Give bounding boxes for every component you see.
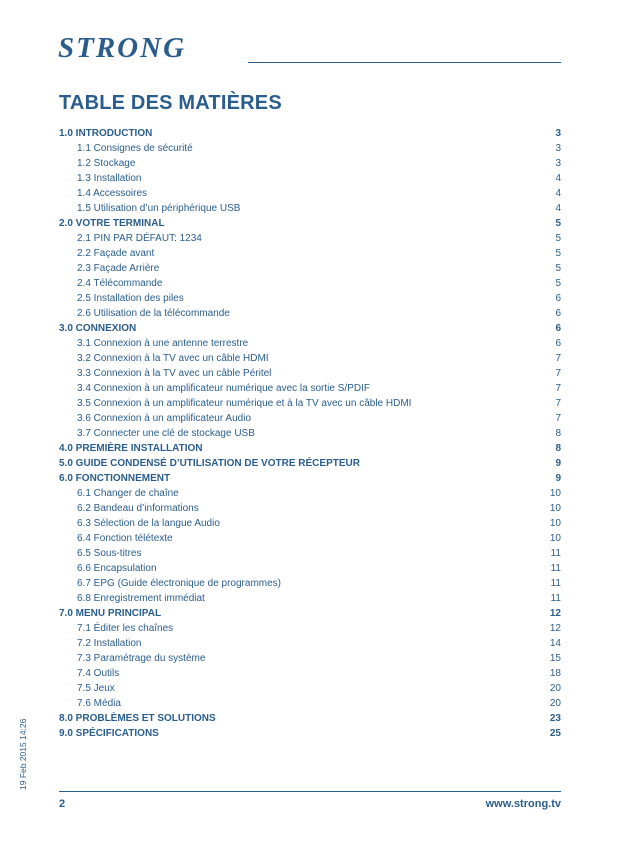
toc-entry-label: 3.3 Connexion à la TV avec un câble Péritel <box>77 368 272 379</box>
print-date: 19 Feb 2015 14:26 <box>18 718 28 790</box>
brand-logo <box>58 32 186 65</box>
toc-section-entry[interactable] <box>59 711 561 726</box>
toc-section-entry[interactable] <box>59 216 561 231</box>
toc-entry-page: 7 <box>555 353 561 364</box>
toc-entry-label: 1.0 INTRODUCTION <box>59 128 153 139</box>
toc-entry-label: 1.5 Utilisation d’un périphérique USB <box>77 203 241 214</box>
toc-subsection-entry[interactable] <box>59 291 561 306</box>
toc-section-entry[interactable] <box>59 606 561 621</box>
toc-entry-label: 8.0 PROBLÈMES ET SOLUTIONS <box>59 713 216 724</box>
toc-section-entry[interactable] <box>59 441 561 456</box>
toc-section-entry[interactable] <box>59 726 561 741</box>
toc-section-entry[interactable] <box>59 126 561 141</box>
toc-entry-label: 2.2 Façade avant <box>77 248 155 259</box>
toc-entry-page: 4 <box>555 173 561 184</box>
toc-entry-page: 18 <box>549 668 561 679</box>
toc-subsection-entry[interactable] <box>59 141 561 156</box>
toc-entry-page: 20 <box>549 683 561 694</box>
toc-subsection-entry[interactable] <box>59 651 561 666</box>
toc-subsection-entry[interactable] <box>59 681 561 696</box>
toc-entry-page: 9 <box>555 458 561 469</box>
toc-entry-label: 3.6 Connexion à un amplificateur Audio <box>77 413 252 424</box>
toc-subsection-entry[interactable] <box>59 366 561 381</box>
header-divider <box>248 62 561 63</box>
toc-entry-page: 5 <box>555 263 561 274</box>
toc-entry-page: 5 <box>555 218 561 229</box>
toc-entry-page: 25 <box>549 728 561 739</box>
toc-entry-page: 8 <box>555 443 561 454</box>
toc-subsection-entry[interactable] <box>59 336 561 351</box>
toc-entry-label: 6.6 Encapsulation <box>77 563 157 574</box>
toc-entry-label: 2.6 Utilisation de la télécommande <box>77 308 230 319</box>
toc-entry-label: 7.5 Jeux <box>77 683 115 694</box>
toc-entry-label: 9.0 SPÉCIFICATIONS <box>59 728 159 739</box>
toc-entry-page: 23 <box>549 713 561 724</box>
toc-entry-page: 9 <box>555 473 561 484</box>
toc-subsection-entry[interactable] <box>59 201 561 216</box>
toc-subsection-entry[interactable] <box>59 516 561 531</box>
toc-subsection-entry[interactable] <box>59 231 561 246</box>
toc-subsection-entry[interactable] <box>59 666 561 681</box>
toc-section-entry[interactable] <box>59 321 561 336</box>
toc-subsection-entry[interactable] <box>59 636 561 651</box>
toc-subsection-entry[interactable] <box>59 546 561 561</box>
toc-entry-label: 2.1 PIN PAR DÉFAUT: 1234 <box>77 233 202 244</box>
toc-entry-page: 7 <box>555 413 561 424</box>
toc-entry-page: 12 <box>549 623 561 634</box>
toc-entry-label: 3.7 Connecter une clé de stockage USB <box>77 428 255 439</box>
toc-entry-page: 12 <box>549 608 561 619</box>
toc-entry-page: 3 <box>555 143 561 154</box>
toc-entry-label: 1.4 Accessoires <box>77 188 148 199</box>
toc-entry-page: 11 <box>550 563 561 574</box>
toc-entry-page: 10 <box>549 533 561 544</box>
toc-subsection-entry[interactable] <box>59 306 561 321</box>
toc-entry-label: 6.1 Changer de chaîne <box>77 488 179 499</box>
toc-subsection-entry[interactable] <box>59 261 561 276</box>
toc-entry-label: 3.1 Connexion à une antenne terrestre <box>77 338 249 349</box>
toc-entry-page: 6 <box>555 323 561 334</box>
toc-entry-label: 6.3 Sélection de la langue Audio <box>77 518 220 529</box>
toc-entry-label: 4.0 PREMIÈRE INSTALLATION <box>59 443 203 454</box>
page-number: 2 <box>59 798 66 810</box>
toc-subsection-entry[interactable] <box>59 426 561 441</box>
toc-entry-label: 7.3 Paramétrage du système <box>77 653 206 664</box>
toc-entry-page: 4 <box>555 203 561 214</box>
toc-section-entry[interactable] <box>59 471 561 486</box>
footer-divider <box>59 791 561 792</box>
toc-entry-label: 6.0 FONCTIONNEMENT <box>59 473 171 484</box>
toc-entry-page: 11 <box>550 548 561 559</box>
toc-entry-label: 1.2 Stockage <box>77 158 136 169</box>
toc-entry-page: 3 <box>555 128 561 139</box>
toc-entry-page: 11 <box>550 578 561 589</box>
page-title: TABLE DES MATIÈRES <box>59 92 282 114</box>
toc-entry-page: 8 <box>555 428 561 439</box>
toc-entry-page: 4 <box>555 188 561 199</box>
toc-entry-label: 7.2 Installation <box>77 638 142 649</box>
toc-entry-label: 5.0 GUIDE CONDENSÉ D’UTILISATION DE VOTRE RÉCEPTEUR <box>59 458 360 469</box>
toc-entry-page: 6 <box>555 308 561 319</box>
toc-subsection-entry[interactable] <box>59 381 561 396</box>
toc-subsection-entry[interactable] <box>59 351 561 366</box>
toc-section-entry[interactable] <box>59 456 561 471</box>
toc-entry-page: 10 <box>549 518 561 529</box>
toc-subsection-entry[interactable] <box>59 576 561 591</box>
toc-entry-page: 7 <box>555 398 561 409</box>
toc-subsection-entry[interactable] <box>59 621 561 636</box>
toc-entry-label: 7.6 Média <box>77 698 121 709</box>
toc-subsection-entry[interactable] <box>59 171 561 186</box>
toc-entry-page: 3 <box>555 158 561 169</box>
toc-entry-label: 6.2 Bandeau d’informations <box>77 503 199 514</box>
toc-subsection-entry[interactable] <box>59 276 561 291</box>
toc-entry-page: 10 <box>549 488 561 499</box>
toc-subsection-entry[interactable] <box>59 591 561 606</box>
toc-entry-label: 3.0 CONNEXION <box>59 323 137 334</box>
toc-subsection-entry[interactable] <box>59 501 561 516</box>
toc-subsection-entry[interactable] <box>59 246 561 261</box>
toc-subsection-entry[interactable] <box>59 411 561 426</box>
toc-entry-page: 15 <box>549 653 561 664</box>
toc-entry-label: 1.3 Installation <box>77 173 142 184</box>
toc-entry-label: 6.8 Enregistrement immédiat <box>77 593 205 604</box>
toc-entry-page: 5 <box>555 248 561 259</box>
toc-entry-label: 7.4 Outils <box>77 668 120 679</box>
toc-entry-label: 2.0 VOTRE TERMINAL <box>59 218 165 229</box>
toc-entry-page: 14 <box>549 638 561 649</box>
toc-subsection-entry[interactable] <box>59 696 561 711</box>
toc-subsection-entry[interactable] <box>59 531 561 546</box>
table-of-contents <box>59 126 561 741</box>
toc-entry-label: 2.3 Façade Arrière <box>77 263 160 274</box>
toc-entry-page: 6 <box>555 293 561 304</box>
toc-entry-label: 2.5 Installation des piles <box>77 293 184 304</box>
toc-entry-label: 6.4 Fonction télétexte <box>77 533 173 544</box>
toc-entry-label: 7.1 Éditer les chaînes <box>77 623 174 634</box>
toc-entry-label: 3.4 Connexion à un amplificateur numérique avec la sortie S/PDIF <box>77 383 370 394</box>
toc-subsection-entry[interactable] <box>59 486 561 501</box>
toc-entry-label: 3.2 Connexion à la TV avec un câble HDMI <box>77 353 269 364</box>
toc-entry-label: 7.0 MENU PRINCIPAL <box>59 608 162 619</box>
toc-entry-page: 10 <box>549 503 561 514</box>
toc-entry-label: 1.1 Consignes de sécurité <box>77 143 193 154</box>
toc-subsection-entry[interactable] <box>59 561 561 576</box>
toc-subsection-entry[interactable] <box>59 186 561 201</box>
toc-entry-page: 7 <box>555 368 561 379</box>
website-link[interactable]: www.strong.tv <box>485 798 561 810</box>
toc-subsection-entry[interactable] <box>59 396 561 411</box>
toc-entry-page: 20 <box>549 698 561 709</box>
toc-entry-page: 11 <box>550 593 561 604</box>
toc-entry-label: 6.7 EPG (Guide électronique de programmes) <box>77 578 281 589</box>
toc-entry-page: 7 <box>555 383 561 394</box>
toc-entry-page: 6 <box>555 338 561 349</box>
toc-subsection-entry[interactable] <box>59 156 561 171</box>
toc-entry-page: 5 <box>555 233 561 244</box>
toc-entry-label: 6.5 Sous-titres <box>77 548 142 559</box>
brand-logo-text: STRONG <box>58 32 187 64</box>
toc-entry-page: 5 <box>555 278 561 289</box>
toc-entry-label: 2.4 Télécommande <box>77 278 163 289</box>
toc-entry-label: 3.5 Connexion à un amplificateur numérique et à la TV avec un câble HDMI <box>77 398 412 409</box>
